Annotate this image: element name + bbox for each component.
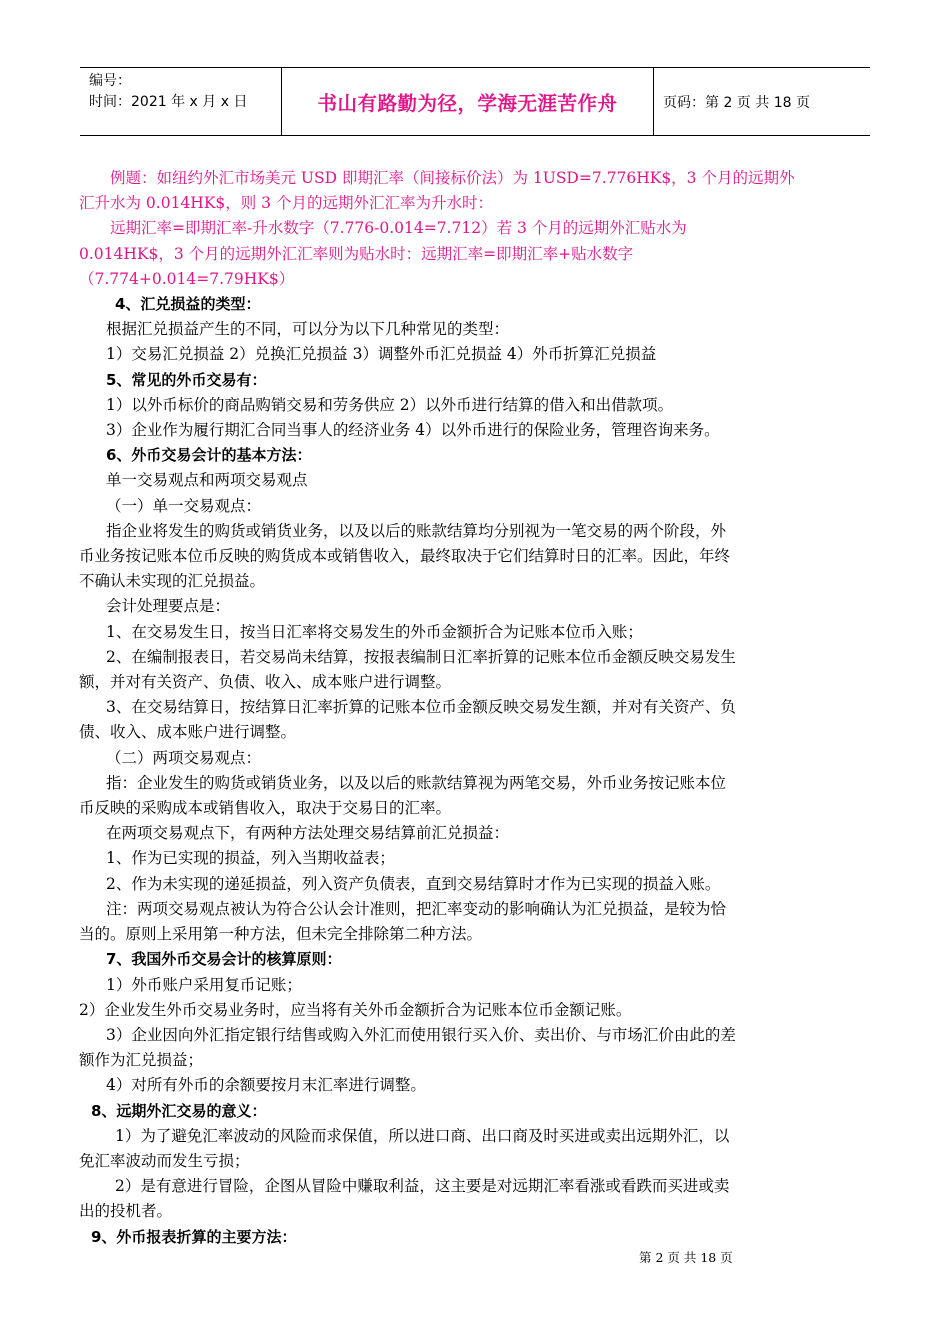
page-footer: 第 2 页 共 18 页	[639, 1250, 733, 1265]
subsection-heading: （一）单一交易观点：	[106, 496, 262, 515]
paragraph-line: 注：两项交易观点被认为符合公认会计准则，把汇率变动的影响确认为汇兑损益，是较为恰	[106, 899, 727, 918]
section-heading: 5、常见的外币交易有：	[106, 370, 267, 389]
section-heading: 8、远期外汇交易的意义：	[91, 1101, 267, 1120]
section-heading: 6、外币交易会计的基本方法：	[106, 446, 312, 465]
serial-label: 编号：	[89, 73, 131, 89]
section-heading: 4、汇兑损益的类型：	[115, 295, 261, 314]
paragraph-line: 1）为了避免汇率波动的风险而求保值，所以进口商、出口商及时买进或卖出远期外汇，以	[115, 1126, 730, 1145]
paragraph-line: 币业务按记账本位币反映的购货成本或销售收入，最终取决于它们结算时日的汇率。因此，年终	[79, 547, 731, 566]
example-line: 例题：如纽约外汇市场美元 USD 即期汇率（间接标价法）为 1USD=7.776HK$，3 个月的远期外	[110, 169, 795, 187]
header-page-info: 页码：第 2 页 共 18 页	[663, 94, 810, 111]
paragraph-line: 债、收入、成本账户进行调整。	[79, 723, 297, 742]
paragraph-line: 1）以外币标价的商品购销交易和劳务供应 2）以外币进行结算的借入和出借款项。	[106, 395, 674, 414]
example-line: 0.014HK$，3 个月的远期外汇汇率则为贴水时：远期汇率=即期汇率+贴水数字	[79, 244, 634, 263]
example-line: 汇升水为 0.014HK$，则 3 个月的远期外汇汇率为升水时：	[79, 194, 493, 213]
paragraph-line: 额作为汇兑损益；	[79, 1051, 204, 1070]
paragraph-line: 2、在编制报表日，若交易尚未结算，按报表编制日汇率折算的记账本位币金额反映交易发生	[106, 647, 736, 666]
page-header	[80, 67, 870, 136]
paragraph-line: 币反映的采购成本或销售收入，取决于交易日的汇率。	[79, 799, 452, 818]
paragraph-line: 会计处理要点是：	[106, 597, 231, 616]
paragraph-line: 3）企业作为履行期汇合同当事人的经济业务 4）以外币进行的保险业务，管理咨询来务。	[106, 421, 720, 440]
header-motto: 书山有路勤为径，学海无涯苦作舟	[282, 68, 654, 135]
section-heading: 9、外币报表折算的主要方法：	[91, 1227, 297, 1246]
paragraph-line: 1）外币账户采用复币记账；	[106, 975, 302, 994]
paragraph-line: 免汇率波动而发生亏损；	[79, 1151, 250, 1170]
paragraph-line: 4）对所有外币的余额要按月末汇率进行调整。	[106, 1076, 426, 1095]
paragraph-line: 额，并对有关资产、负债、收入、成本账户进行调整。	[79, 673, 452, 692]
paragraph-line: 单一交易观点和两项交易观点	[106, 471, 308, 490]
paragraph-line: 在两项交易观点下，有两种方法处理交易结算前汇兑损益：	[106, 824, 510, 843]
paragraph-line: 2、作为未实现的递延损益，列入资产负债表，直到交易结算时才作为已实现的损益入账。	[106, 874, 721, 893]
time-label: 时间：2021 年 x 月 x 日	[89, 94, 248, 110]
paragraph-line: 2）是有意进行冒险，企图从冒险中赚取利益，这主要是对远期汇率看涨或看跌而买进或卖	[115, 1177, 730, 1196]
example-line: 远期汇率=即期汇率-升水数字（7.776-0.014=7.712）若 3 个月的远期外汇贴水为	[110, 219, 687, 238]
header-meta	[80, 68, 282, 135]
document-body	[79, 166, 885, 1250]
paragraph-line: 1、在交易发生日，按当日汇率将交易发生的外币金额折合为记账本位币入账；	[106, 622, 643, 641]
paragraph-line: 2）企业发生外币交易业务时，应当将有关外币金额折合为记账本位币金额记账。	[79, 1000, 632, 1019]
paragraph-line: 1）交易汇兑损益 2）兑换汇兑损益 3）调整外币汇兑损益 4）外币折算汇兑损益	[106, 345, 657, 364]
example-line: （7.774+0.014=7.79HK$）	[79, 269, 295, 288]
section-heading: 7、我国外币交易会计的核算原则：	[106, 950, 342, 969]
paragraph-line: 根据汇兑损益产生的不同，可以分为以下几种常见的类型：	[106, 320, 510, 339]
paragraph-line: 不确认未实现的汇兑损益。	[79, 572, 266, 591]
paragraph-line: 3、在交易结算日，按结算日汇率折算的记账本位币金额反映交易发生额，并对有关资产、负	[106, 698, 736, 717]
paragraph-line: 指企业将发生的购货或销货业务，以及以后的账款结算均分别视为一笔交易的两个阶段，外	[106, 521, 727, 540]
paragraph-line: 1、作为已实现的损益，列入当期收益表；	[106, 849, 395, 868]
paragraph-line: 3）企业因向外汇指定银行结售或购入外汇而使用银行买入价、卖出价、与市场汇价由此的差	[106, 1025, 736, 1044]
paragraph-line: 当的。原则上采用第一种方法，但未完全排除第二种方法。	[79, 925, 483, 944]
subsection-heading: （二）两项交易观点：	[106, 748, 262, 767]
paragraph-line: 出的投机者。	[79, 1202, 173, 1221]
paragraph-line: 指：企业发生的购货或销货业务，以及以后的账款结算视为两笔交易，外币业务按记账本位	[106, 773, 727, 792]
